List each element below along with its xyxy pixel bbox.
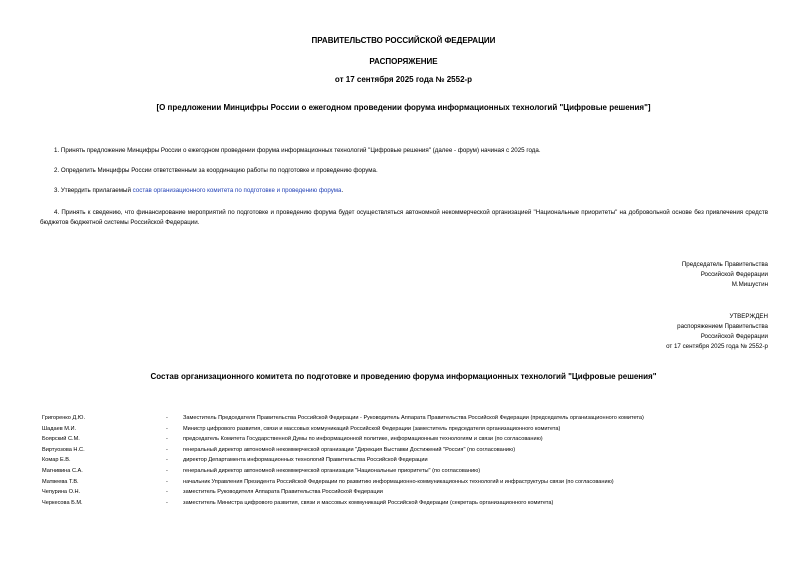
list-item xyxy=(42,445,782,456)
member-role: заместитель Руководителя Аппарата Правительства Российской Федерации xyxy=(183,489,383,496)
member-dash: - xyxy=(166,457,168,464)
member-dash: - xyxy=(166,499,168,506)
document-date-number: от 17 сентября 2025 года № 2552-р xyxy=(334,75,473,84)
member-role: начальник Управления Президента Российской Федерации по развитию информационно-коммуникационных технологий и инфраструктуры связи (по согласованию) xyxy=(183,478,614,485)
document-type: РАСПОРЯЖЕНИЕ xyxy=(369,57,438,66)
signature-line-1: Председатель Правительства xyxy=(681,261,768,268)
approval-line-3: Российской Федерации xyxy=(700,333,768,340)
list-item xyxy=(42,413,782,424)
list-item xyxy=(42,434,782,445)
list-item xyxy=(42,487,782,498)
committee-title: Состав организационного комитета по подготовке и проведению форума информационных технологий "Цифровые решения" xyxy=(150,372,657,381)
list-item xyxy=(42,477,782,488)
member-dash: - xyxy=(166,436,168,443)
approval-block xyxy=(568,312,768,352)
member-dash: - xyxy=(166,489,168,496)
list-item xyxy=(42,424,782,435)
approval-line-4: от 17 сентября 2025 года № 2552-р xyxy=(666,343,768,350)
signature-block xyxy=(568,260,768,290)
signature-line-2: Российской Федерации xyxy=(700,271,768,278)
committee-composition-link[interactable]: состав организационного комитета по подготовке и проведению форума xyxy=(132,187,342,194)
list-item xyxy=(42,455,782,466)
paragraph-3-prefix: 3. Утвердить прилагаемый xyxy=(54,187,133,194)
paragraph-4: 4. Принять к сведению, что финансирование мероприятий по подготовке и проведению форума будет осуществляться автономной некоммерческой организацией "Национальные приоритеты" на добровольной основе без привлечения средств бюджетов бюджетной системы Российской Федерации. xyxy=(40,209,768,226)
approval-line-2: распоряжением Правительства xyxy=(677,323,768,330)
signature-line-3: М.Мишустин xyxy=(731,281,768,288)
committee-members-list xyxy=(42,413,782,508)
member-dash: - xyxy=(166,478,168,485)
document-title: [О предложении Минцифры России о ежегодном проведении форума информационных технологий "Цифровые решения"] xyxy=(156,103,651,112)
member-name: Черкесова Б.М. xyxy=(42,499,83,506)
list-item xyxy=(42,498,782,509)
paragraph-1: 1. Принять предложение Минцифры России о ежегодном проведении форума информационных технологий "Цифровые решения" (далее - форум) начиная с 2025 года. xyxy=(54,147,541,154)
member-role: генеральный директор автономной некоммерческой организации "Национальные приоритеты" (по согласованию) xyxy=(183,467,481,474)
member-name: Магнивина С.А. xyxy=(42,467,83,474)
member-dash: - xyxy=(166,446,168,453)
member-name: Боярский С.М. xyxy=(42,436,80,443)
approval-line-1: УТВЕРЖДЕН xyxy=(729,313,768,320)
member-name: Виртуозова Н.С. xyxy=(42,446,85,453)
member-name: Комар Е.В. xyxy=(42,457,71,464)
member-role: директор Департамента информационных технологий Правительства Российской Федерации xyxy=(183,457,428,464)
paragraph-3-suffix: . xyxy=(341,187,344,194)
member-name: Григоренко Д.Ю. xyxy=(42,415,86,421)
member-role: председатель Комитета Государственной Думы по информационной политике, информационным технологиям и связи (по согласованию) xyxy=(183,436,543,443)
member-role: Министр цифрового развития, связи и массовых коммуникаций Российской Федерации (заместитель председателя организационного комитета) xyxy=(183,425,561,432)
government-heading: ПРАВИТЕЛЬСТВО РОССИЙСКОЙ ФЕДЕРАЦИИ xyxy=(311,36,496,45)
member-name: Матвеева Т.В. xyxy=(42,478,79,485)
member-role: генеральный директор автономной некоммерческой организации "Дирекция Выставки Достижений "Россия" (по согласованию) xyxy=(183,446,516,453)
member-dash: - xyxy=(166,467,168,474)
member-dash: - xyxy=(166,425,168,432)
member-role: заместитель Министра цифрового развития, связи и массовых коммуникаций Российской Федерации (секретарь организационного комитета) xyxy=(183,499,554,506)
member-role: Заместитель Председателя Правительства Российской Федерации - Руководитель Аппарата Правительства Российской Федерации (председатель организационного комитета) xyxy=(183,415,644,421)
member-dash: - xyxy=(166,415,168,421)
list-item xyxy=(42,466,782,477)
member-name: Шадаев М.И. xyxy=(42,425,77,432)
paragraph-3 xyxy=(40,186,768,196)
paragraph-2: 2. Определить Минцифры России ответственным за координацию работы по подготовке и проведению форума. xyxy=(54,167,378,174)
member-name: Чепурина О.Н. xyxy=(42,489,81,496)
